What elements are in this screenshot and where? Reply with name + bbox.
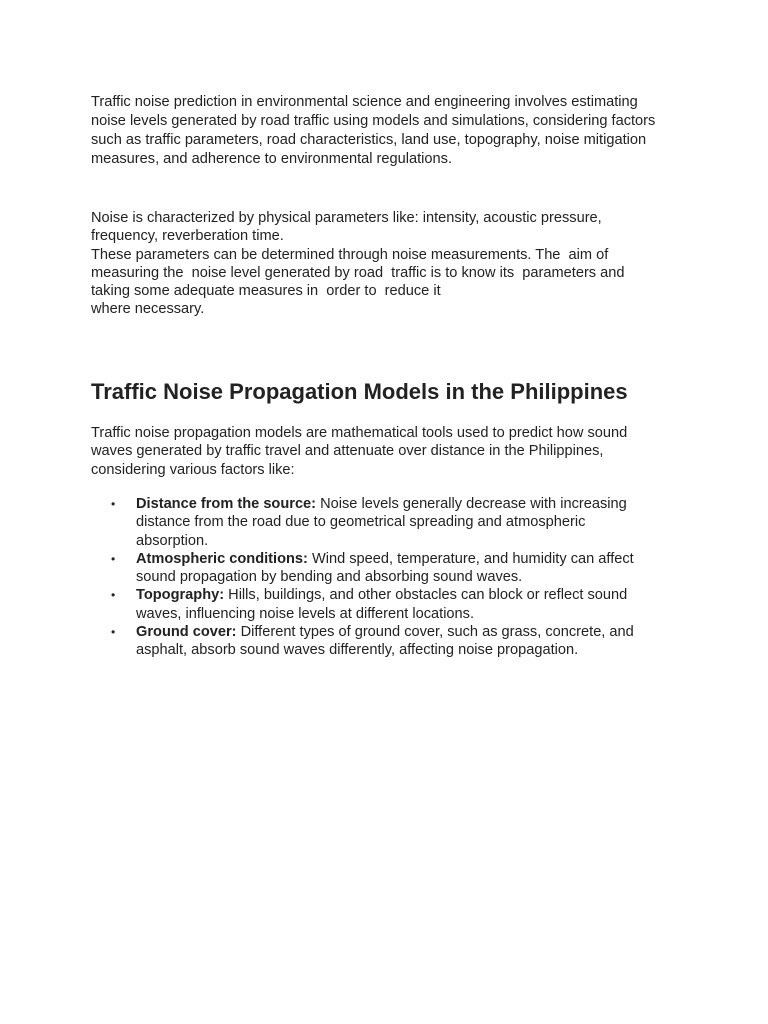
text-line: Noise is characterized by physical parameters like: intensity, acoustic pressure, bbox=[91, 210, 602, 226]
section-heading: Traffic Noise Propagation Models in the Philippines bbox=[91, 379, 628, 404]
intro-paragraph bbox=[91, 93, 655, 169]
text-line: measures, and adherence to environmental regulations. bbox=[91, 151, 453, 167]
factor-text: Different types of ground cover, such as grass, concrete, and bbox=[236, 624, 634, 641]
factor-term: Distance from the source: bbox=[136, 496, 317, 512]
text-line: considering various factors like: bbox=[91, 461, 295, 478]
noise-parameters-paragraph bbox=[91, 209, 625, 319]
factor-text: Noise levels generally decrease with increasing bbox=[316, 496, 627, 512]
factor-text: sound propagation by bending and absorbing sound waves. bbox=[136, 569, 523, 586]
text-line: Traffic noise propagation models are mathematical tools used to predict how sound bbox=[91, 425, 628, 441]
factor-term: Topography: bbox=[136, 587, 225, 604]
factor-text: Hills, buildings, and other obstacles can block or reflect sound bbox=[224, 587, 628, 604]
text-line: such as traffic parameters, road characteristics, land use, topography, noise mitigation bbox=[91, 132, 647, 148]
list-item bbox=[91, 495, 634, 550]
list-item bbox=[91, 623, 634, 660]
factor-text: asphalt, absorb sound waves differently, affecting noise propagation. bbox=[136, 642, 579, 659]
text-line: Traffic noise prediction in environmental science and engineering involves estimating bbox=[91, 94, 638, 110]
text-line: These parameters can be determined through noise measurements. The aim of bbox=[91, 246, 609, 263]
factor-term: Atmospheric conditions: bbox=[136, 550, 308, 567]
factor-text: distance from the road due to geometrical spreading and atmospheric bbox=[136, 514, 586, 531]
factor-text: waves, influencing noise levels at different locations. bbox=[136, 605, 475, 622]
factor-term: Ground cover: bbox=[136, 624, 237, 641]
text-line: taking some adequate measures in order to reduce it bbox=[91, 283, 441, 300]
factor-text: absorption. bbox=[136, 532, 209, 549]
factors-list bbox=[91, 495, 634, 660]
text-line: where necessary. bbox=[91, 301, 205, 318]
text-line: noise levels generated by road traffic using models and simulations, considering factors bbox=[91, 113, 656, 129]
list-item bbox=[91, 550, 634, 587]
text-line: waves generated by traffic travel and attenuate over distance in the Philippines, bbox=[91, 443, 604, 460]
factor-text: Wind speed, temperature, and humidity can affect bbox=[307, 550, 634, 567]
text-line: frequency, reverberation time. bbox=[91, 228, 284, 245]
models-paragraph bbox=[91, 424, 627, 479]
text-line: measuring the noise level generated by road traffic is to know its parameters and bbox=[91, 264, 625, 281]
list-item bbox=[91, 586, 634, 623]
